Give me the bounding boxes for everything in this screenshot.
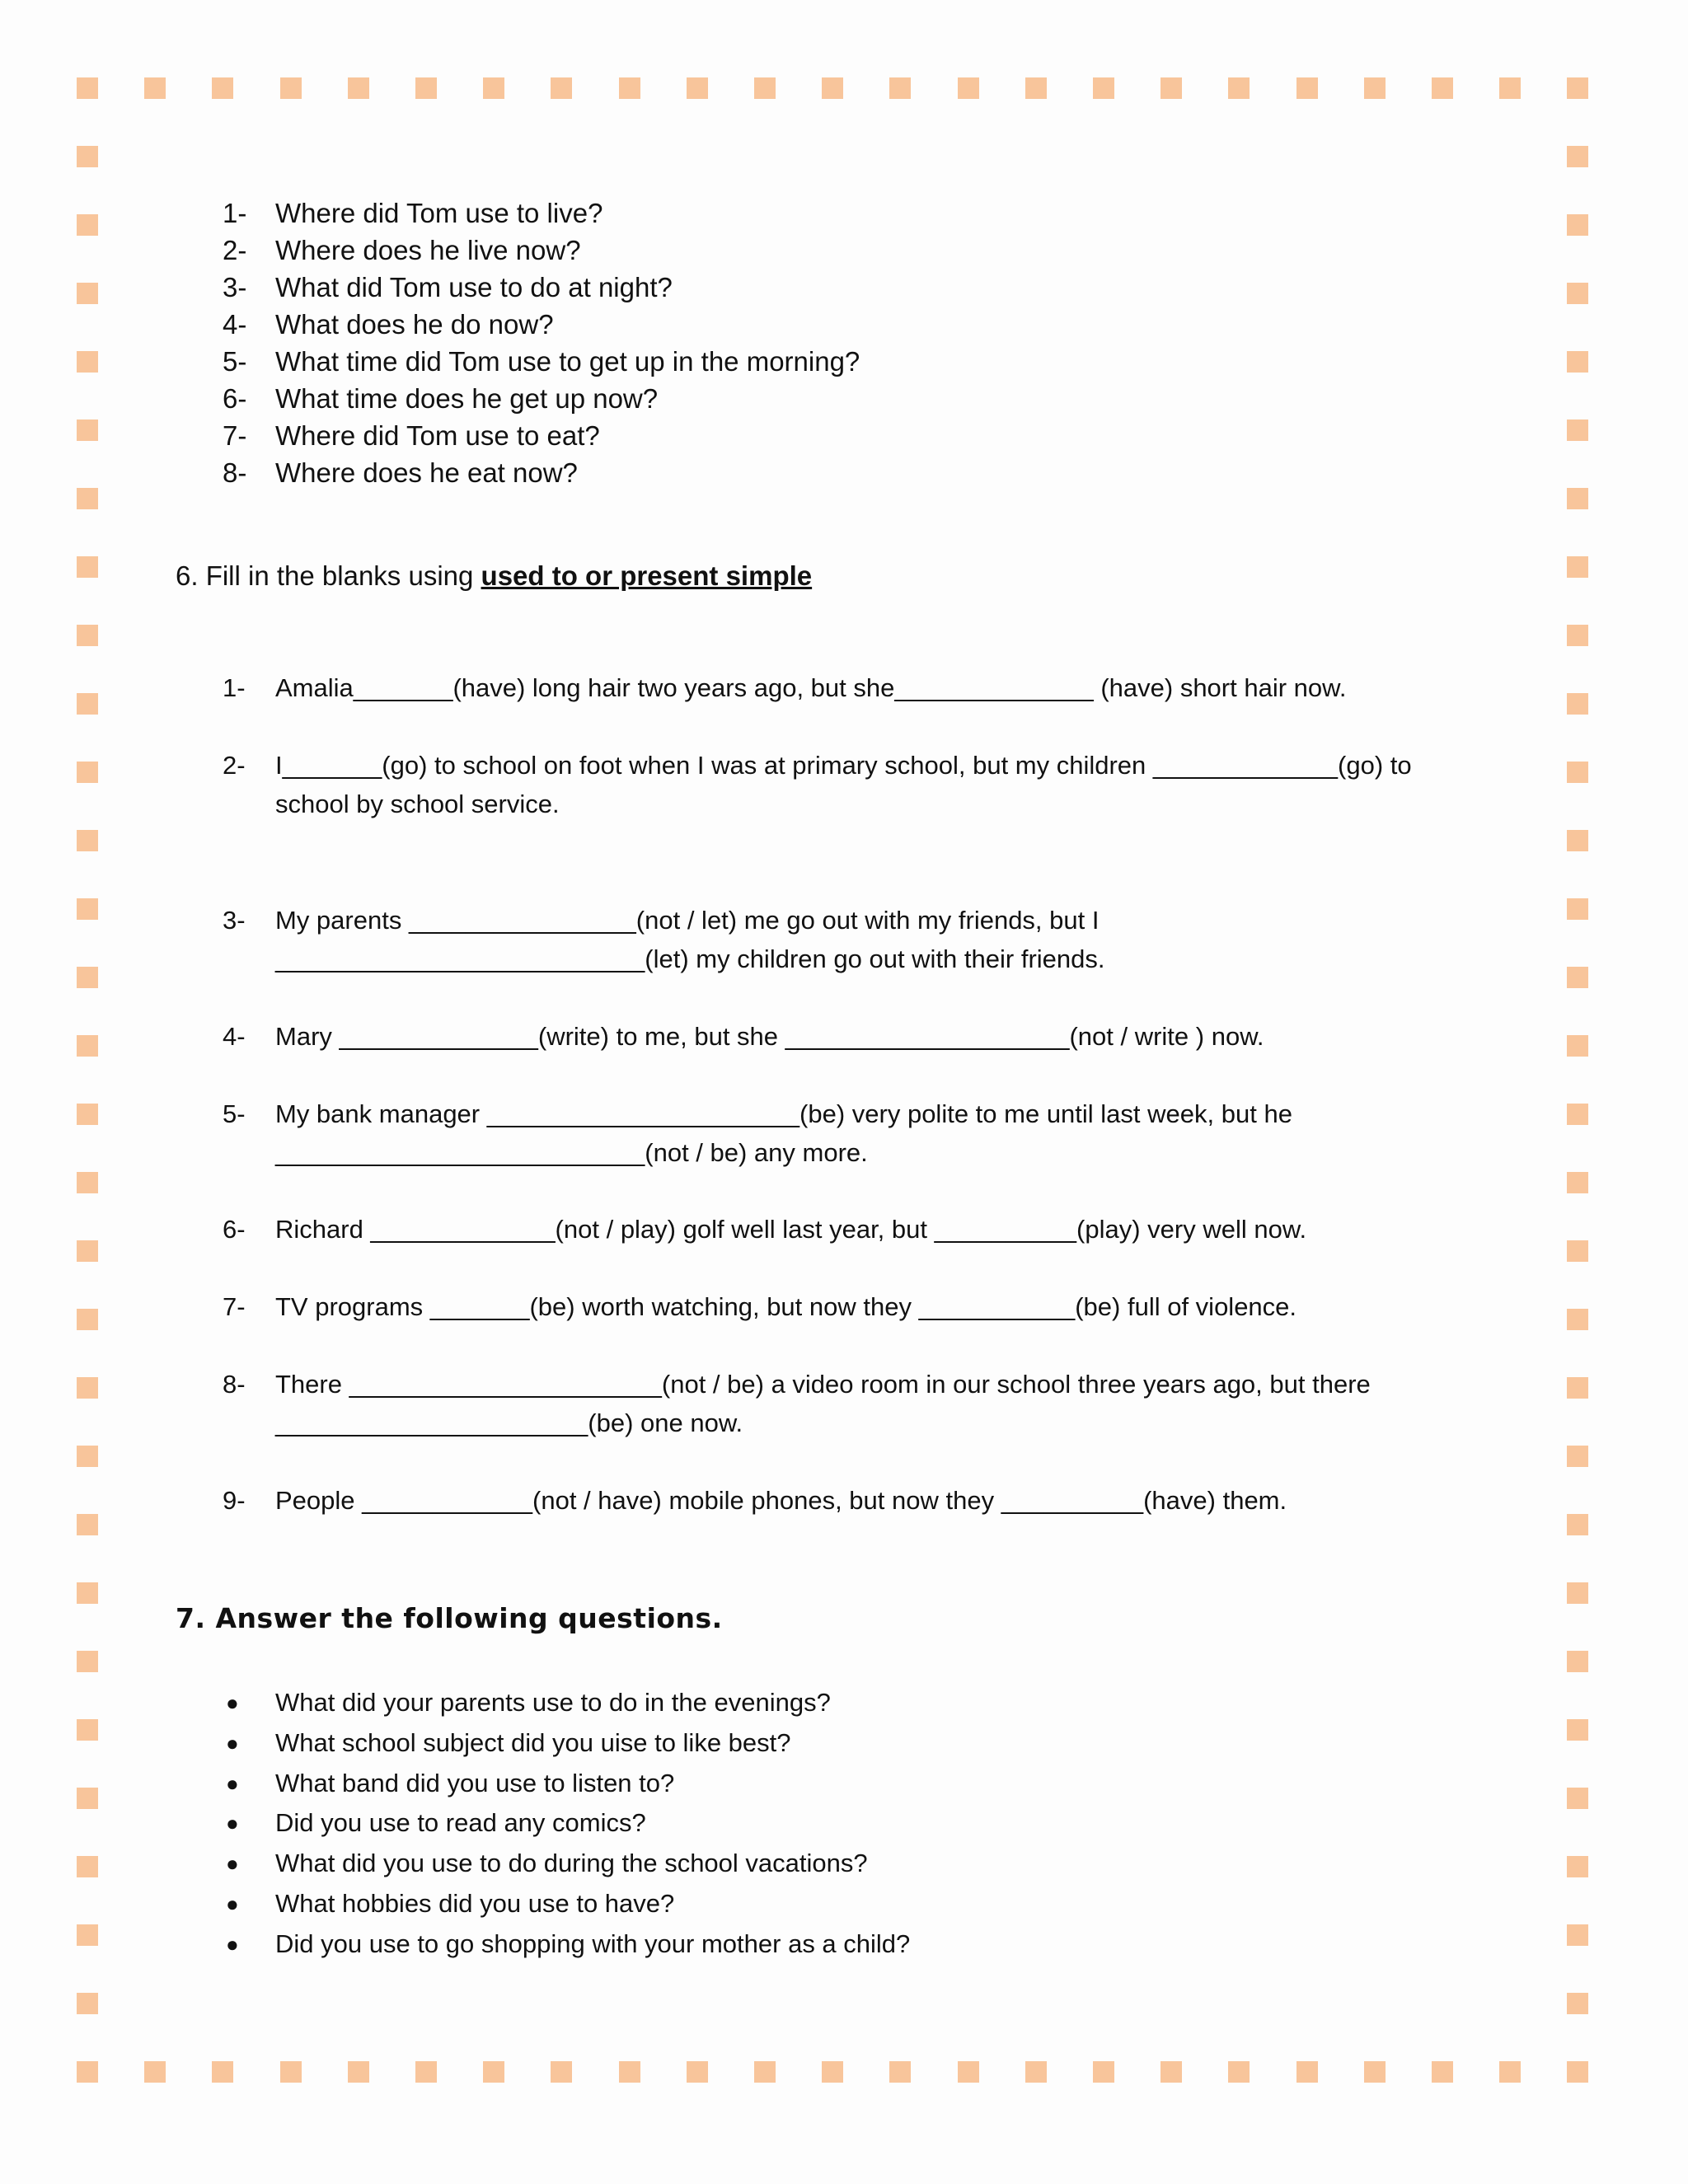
item-number: 3- bbox=[223, 906, 246, 935]
border-square bbox=[1567, 77, 1588, 99]
item-number: 5- bbox=[223, 1099, 246, 1128]
item-number: 5- bbox=[223, 346, 247, 377]
border-square bbox=[77, 146, 98, 167]
question-text: What hobbies did you use to have? bbox=[275, 1888, 675, 1918]
item-number: 3- bbox=[223, 272, 247, 302]
border-square bbox=[1567, 1035, 1588, 1057]
border-square bbox=[77, 419, 98, 441]
list-item bbox=[223, 306, 860, 343]
item-number: 7- bbox=[223, 420, 247, 451]
fill-blank-item bbox=[223, 1210, 1434, 1249]
border-square bbox=[551, 77, 572, 99]
item-number: 9- bbox=[223, 1486, 246, 1515]
list-item bbox=[223, 1764, 910, 1804]
border-square bbox=[1567, 1240, 1588, 1262]
border-square bbox=[77, 693, 98, 715]
list-item bbox=[223, 194, 860, 232]
border-square bbox=[348, 2061, 369, 2083]
border-square bbox=[1567, 693, 1588, 715]
border-square bbox=[1567, 283, 1588, 304]
border-square bbox=[212, 77, 233, 99]
border-square bbox=[687, 2061, 708, 2083]
heading-emphasis: used to or present simple bbox=[481, 560, 813, 591]
border-square bbox=[1567, 351, 1588, 373]
item-number: 8- bbox=[223, 1370, 246, 1399]
bullet-icon: ● bbox=[226, 1730, 239, 1755]
border-square bbox=[77, 2061, 98, 2083]
list-item bbox=[223, 1683, 910, 1723]
question-text: What did you use to do during the school vacations? bbox=[275, 1849, 868, 1878]
border-square bbox=[1567, 1514, 1588, 1535]
border-square bbox=[1228, 77, 1250, 99]
border-square bbox=[415, 2061, 437, 2083]
border-square bbox=[1567, 214, 1588, 236]
question-text: What did your parents use to do in the evenings? bbox=[275, 1688, 831, 1717]
question-text: Where does he live now? bbox=[275, 235, 581, 265]
border-square bbox=[1499, 2061, 1521, 2083]
border-square bbox=[1093, 77, 1114, 99]
border-square bbox=[1567, 488, 1588, 509]
item-text: Richard _____________(not / play) golf well last year, but __________(play) very well now. bbox=[275, 1215, 1307, 1244]
border-square bbox=[1364, 77, 1386, 99]
border-square bbox=[77, 1377, 98, 1399]
list-item bbox=[223, 454, 860, 491]
list-item bbox=[223, 1884, 910, 1924]
question-text: What time did Tom use to get up in the morning? bbox=[275, 346, 860, 377]
item-number: 1- bbox=[223, 673, 246, 702]
item-number: 4- bbox=[223, 1022, 246, 1051]
item-text: There ______________________(not / be) a video room in our school three years ago, but there ______________________(be) one now. bbox=[275, 1370, 1371, 1437]
border-square bbox=[1025, 2061, 1047, 2083]
border-square bbox=[1567, 1651, 1588, 1672]
border-square bbox=[822, 2061, 843, 2083]
border-square bbox=[687, 77, 708, 99]
border-square bbox=[280, 77, 302, 99]
border-square bbox=[1567, 419, 1588, 441]
question-text: What time does he get up now? bbox=[275, 383, 659, 414]
border-square bbox=[1567, 1856, 1588, 1877]
border-square bbox=[889, 2061, 911, 2083]
border-square bbox=[77, 1788, 98, 1809]
border-square bbox=[483, 2061, 504, 2083]
border-square bbox=[1567, 1377, 1588, 1399]
item-number: 1- bbox=[223, 198, 247, 228]
fill-blank-item bbox=[223, 1094, 1434, 1172]
fill-blank-item bbox=[223, 901, 1434, 978]
bullet-icon: ● bbox=[226, 1811, 239, 1836]
question-text: What school subject did you uise to like best? bbox=[275, 1727, 791, 1757]
border-square bbox=[77, 1035, 98, 1057]
fill-blank-item bbox=[223, 1287, 1434, 1326]
fill-blank-item bbox=[223, 746, 1434, 823]
list-item bbox=[223, 343, 860, 380]
border-square bbox=[212, 2061, 233, 2083]
question-text: Did you use to read any comics? bbox=[275, 1808, 646, 1838]
border-square bbox=[77, 1651, 98, 1672]
list-item bbox=[223, 1803, 910, 1844]
border-square bbox=[958, 2061, 979, 2083]
border-square bbox=[1296, 77, 1318, 99]
list-item bbox=[223, 232, 860, 269]
item-text: People ____________(not / have) mobile phones, but now they __________(have) them. bbox=[275, 1486, 1287, 1515]
question-text: What band did you use to listen to? bbox=[275, 1768, 675, 1797]
border-square bbox=[348, 77, 369, 99]
border-square bbox=[77, 214, 98, 236]
fill-blank-item bbox=[223, 1481, 1434, 1520]
border-square bbox=[77, 77, 98, 99]
item-number: 4- bbox=[223, 309, 247, 340]
border-square bbox=[77, 488, 98, 509]
item-text: My bank manager ______________________(be) very polite to me until last week, but he __________________________(not / be) any more. bbox=[275, 1099, 1292, 1167]
border-square bbox=[144, 77, 166, 99]
border-square bbox=[77, 1514, 98, 1535]
bullet-icon: ● bbox=[226, 1851, 239, 1877]
border-square bbox=[1567, 625, 1588, 646]
list-item bbox=[223, 1844, 910, 1884]
border-square bbox=[619, 77, 640, 99]
border-square bbox=[754, 2061, 776, 2083]
heading-prefix: 6. Fill in the blanks using bbox=[176, 560, 481, 591]
item-text: I_______(go) to school on foot when I was at primary school, but my children _____________(go) to school by school service. bbox=[275, 751, 1412, 818]
border-square bbox=[1567, 1172, 1588, 1193]
border-square bbox=[1499, 77, 1521, 99]
border-square bbox=[77, 351, 98, 373]
border-square bbox=[77, 1172, 98, 1193]
border-square bbox=[1025, 77, 1047, 99]
border-square bbox=[1567, 1446, 1588, 1467]
border-square bbox=[754, 77, 776, 99]
border-square bbox=[77, 1240, 98, 1262]
section-7-heading: 7. Answer the following questions. bbox=[176, 1602, 723, 1634]
border-square bbox=[1567, 556, 1588, 578]
list-item bbox=[223, 417, 860, 454]
list-item bbox=[223, 380, 860, 417]
border-square bbox=[77, 762, 98, 783]
bullet-icon: ● bbox=[226, 1690, 239, 1715]
answer-questions-list bbox=[223, 1683, 910, 1965]
border-square bbox=[1567, 1309, 1588, 1330]
border-square bbox=[77, 1993, 98, 2014]
question-text: Did you use to go shopping with your mother as a child? bbox=[275, 1929, 911, 1958]
item-text: Mary ______________(write) to me, but she ____________________(not / write ) now. bbox=[275, 1022, 1264, 1051]
border-square bbox=[1567, 1104, 1588, 1125]
border-square bbox=[889, 77, 911, 99]
item-text: TV programs _______(be) worth watching, but now they ___________(be) full of violence. bbox=[275, 1292, 1297, 1321]
border-square bbox=[1296, 2061, 1318, 2083]
section-6-heading bbox=[176, 560, 812, 592]
border-square bbox=[1093, 2061, 1114, 2083]
border-square bbox=[1160, 2061, 1182, 2083]
border-square bbox=[77, 1446, 98, 1467]
border-square bbox=[1567, 967, 1588, 988]
list-item bbox=[223, 1924, 910, 1965]
border-square bbox=[77, 1104, 98, 1125]
border-square bbox=[822, 77, 843, 99]
bullet-icon: ● bbox=[226, 1770, 239, 1796]
border-square bbox=[1567, 1582, 1588, 1604]
list-item bbox=[223, 1723, 910, 1764]
bullet-icon: ● bbox=[226, 1931, 239, 1957]
border-square bbox=[1567, 2061, 1588, 2083]
border-square bbox=[280, 2061, 302, 2083]
border-square bbox=[1567, 762, 1588, 783]
border-square bbox=[1567, 1719, 1588, 1741]
border-square bbox=[144, 2061, 166, 2083]
bullet-icon: ● bbox=[226, 1891, 239, 1916]
fill-blank-item bbox=[223, 668, 1434, 707]
border-square bbox=[77, 898, 98, 920]
fill-blank-item bbox=[223, 1365, 1434, 1442]
item-text: Amalia_______(have) long hair two years ago, but she______________ (have) short hair now. bbox=[275, 673, 1347, 702]
border-square bbox=[77, 967, 98, 988]
item-number: 2- bbox=[223, 751, 246, 780]
border-square bbox=[1567, 1924, 1588, 1946]
border-square bbox=[483, 77, 504, 99]
border-square bbox=[77, 283, 98, 304]
item-number: 7- bbox=[223, 1292, 246, 1321]
border-square bbox=[1567, 146, 1588, 167]
border-square bbox=[77, 1582, 98, 1604]
question-text: What does he do now? bbox=[275, 309, 554, 340]
item-number: 2- bbox=[223, 235, 247, 265]
border-square bbox=[551, 2061, 572, 2083]
border-square bbox=[1567, 898, 1588, 920]
border-square bbox=[1228, 2061, 1250, 2083]
fill-blank-item bbox=[223, 1017, 1434, 1056]
question-text: What did Tom use to do at night? bbox=[275, 272, 673, 302]
question-text: Where did Tom use to live? bbox=[275, 198, 603, 228]
item-text: My parents ________________(not / let) me go out with my friends, but I __________________________(let) my children go out with their friends. bbox=[275, 906, 1105, 973]
border-square bbox=[77, 1924, 98, 1946]
border-square bbox=[77, 1856, 98, 1877]
border-square bbox=[1432, 77, 1453, 99]
border-square bbox=[1567, 1788, 1588, 1809]
item-number: 6- bbox=[223, 1215, 246, 1244]
border-square bbox=[619, 2061, 640, 2083]
border-square bbox=[1364, 2061, 1386, 2083]
border-square bbox=[1160, 77, 1182, 99]
border-square bbox=[77, 830, 98, 851]
border-square bbox=[415, 77, 437, 99]
border-square bbox=[958, 77, 979, 99]
question-text: Where did Tom use to eat? bbox=[275, 420, 600, 451]
item-number: 8- bbox=[223, 457, 247, 488]
border-square bbox=[77, 1719, 98, 1741]
border-square bbox=[1432, 2061, 1453, 2083]
item-number: 6- bbox=[223, 383, 247, 414]
list-item bbox=[223, 269, 860, 306]
border-square bbox=[77, 625, 98, 646]
border-square bbox=[77, 556, 98, 578]
question-text: Where does he eat now? bbox=[275, 457, 578, 488]
border-square bbox=[1567, 830, 1588, 851]
tom-questions-list bbox=[223, 194, 860, 491]
border-square bbox=[1567, 1993, 1588, 2014]
border-square bbox=[77, 1309, 98, 1330]
